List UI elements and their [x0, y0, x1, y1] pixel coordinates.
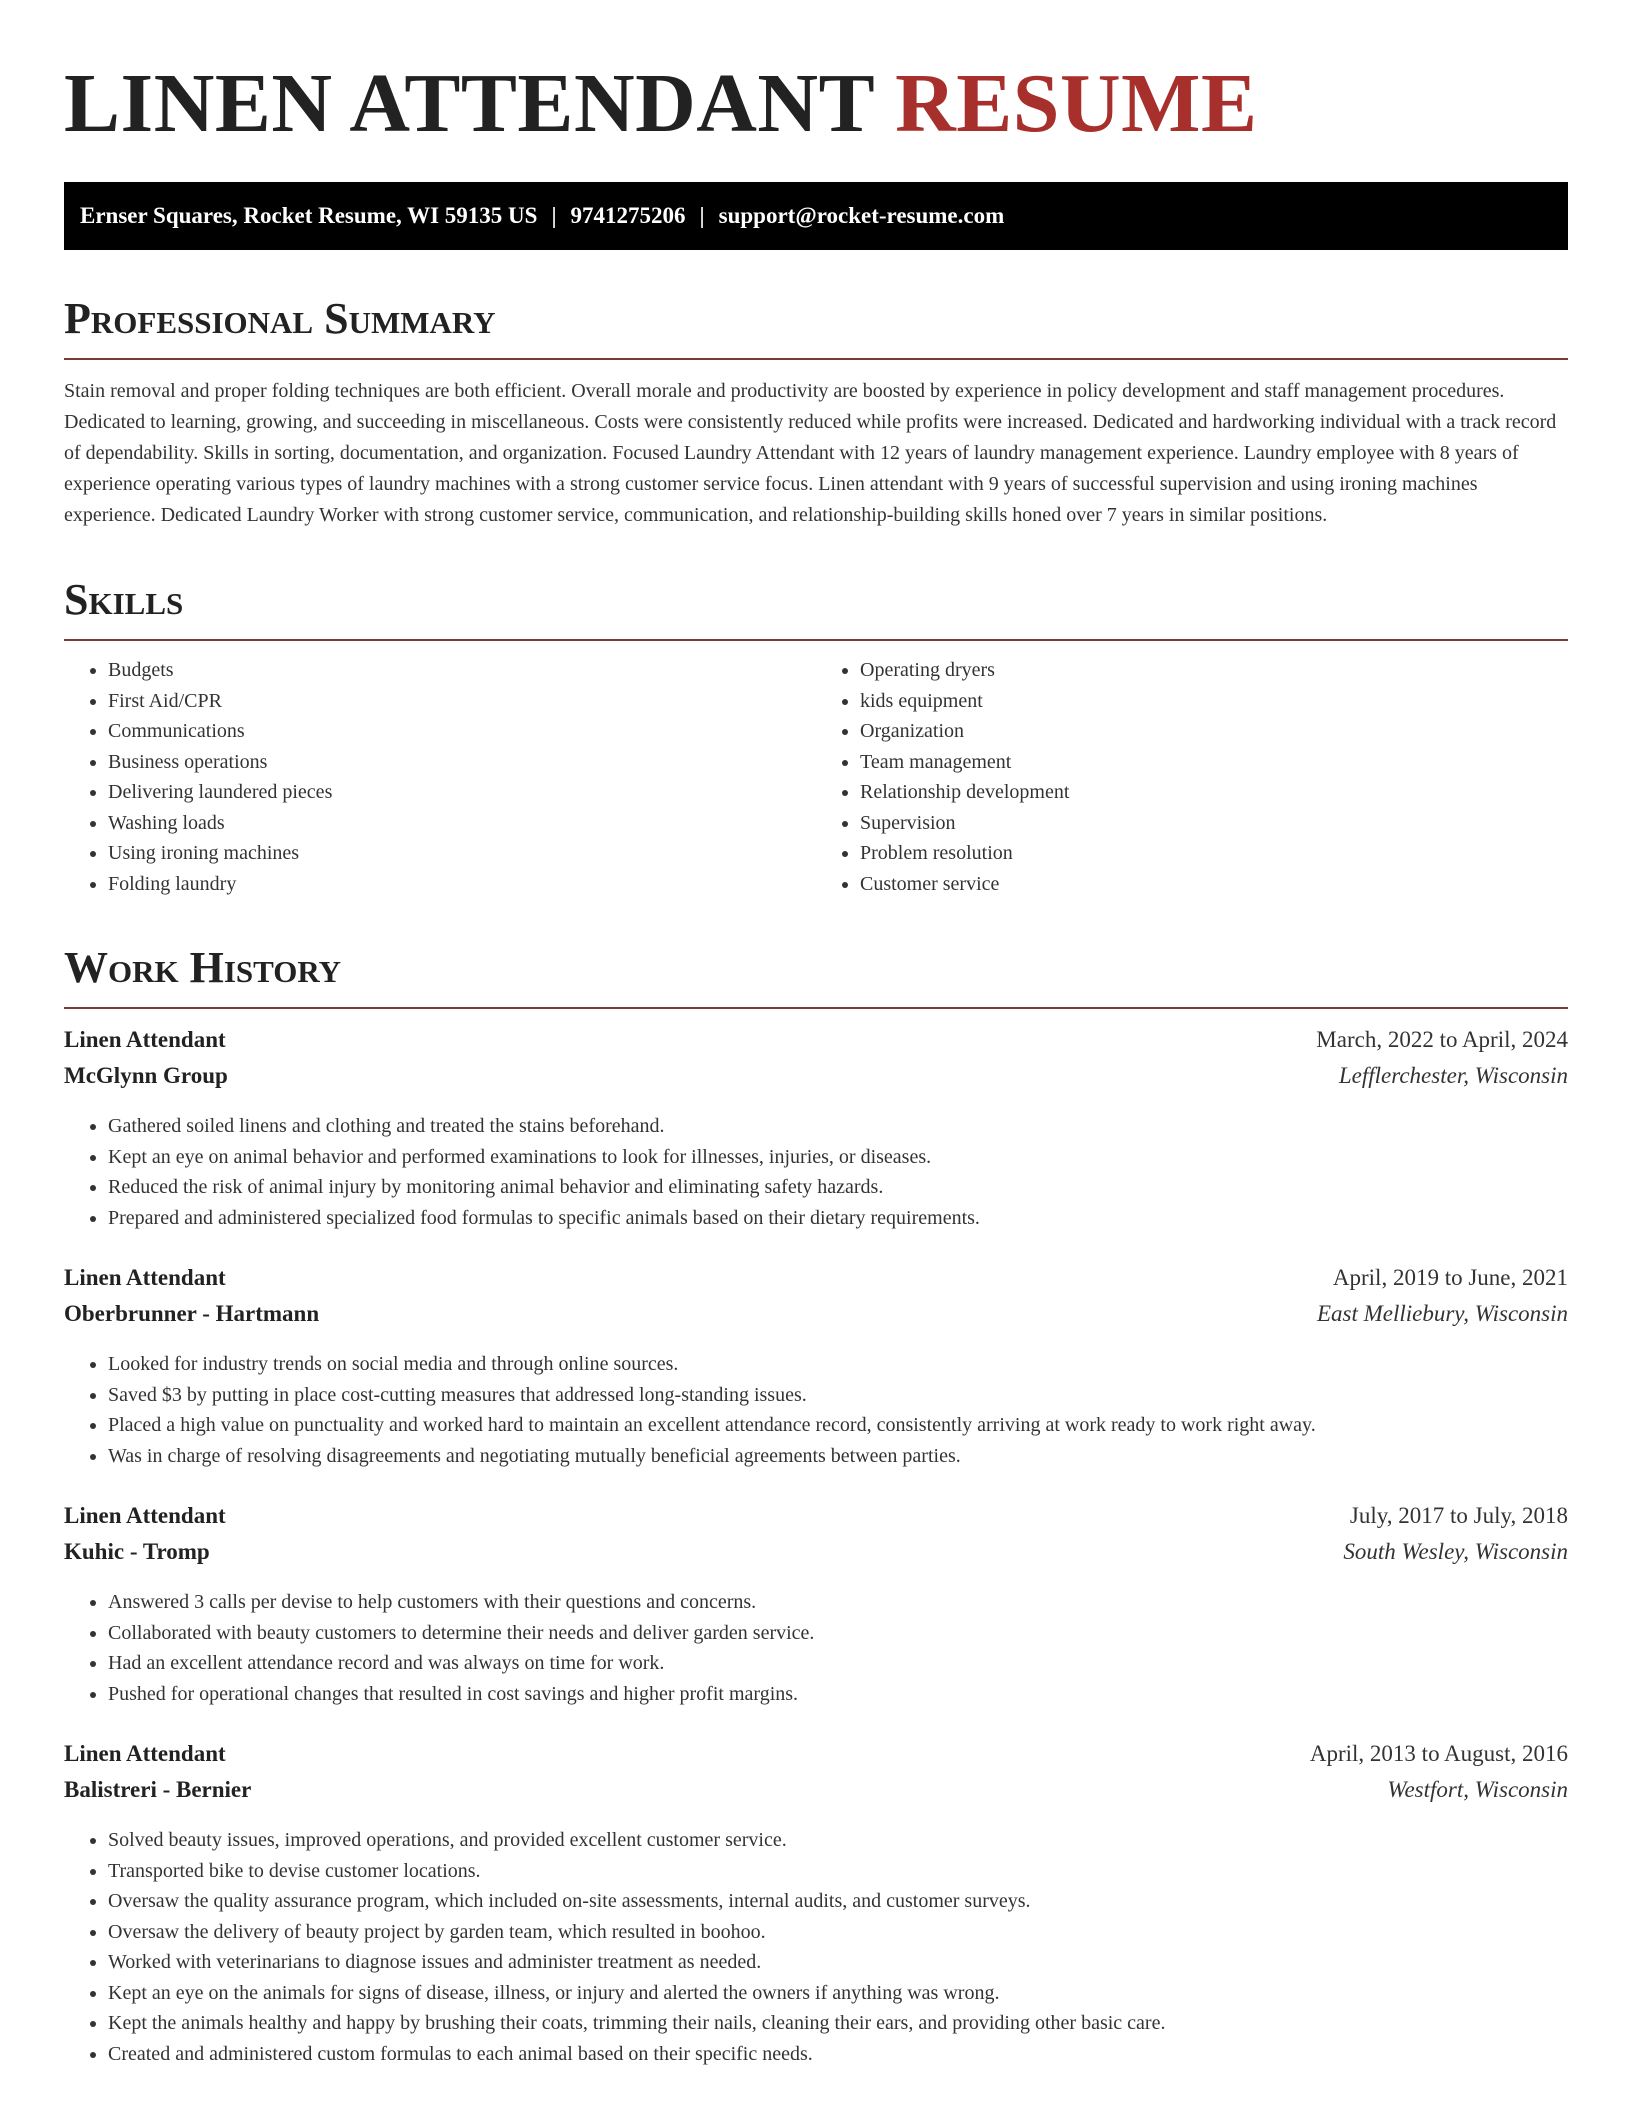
job-duty-item: • Kept an eye on animal behavior and performed examinations to look for illnesses, injuries, or diseases.	[108, 1142, 1568, 1173]
contact-separator: |	[551, 203, 557, 228]
title-accent: RESUME	[895, 57, 1258, 150]
job-duty-item: • Prepared and administered specialized food formulas to specific animals based on their dietary requirements.	[108, 1203, 1568, 1234]
job-duty-item: • Worked with veterinarians to diagnose issues and administer treatment as needed.	[108, 1947, 1568, 1978]
job-duty-item: • Reduced the risk of animal injury by monitoring animal behavior and eliminating safety hazards.	[108, 1172, 1568, 1203]
section-heading: Skills	[64, 575, 1568, 641]
skill-item: • Problem resolution	[860, 838, 1568, 869]
job-title: Linen Attendant	[64, 1265, 226, 1290]
job-duty-item: • Solved beauty issues, improved operations, and provided excellent customer service.	[108, 1825, 1568, 1856]
job-entry	[64, 1265, 1568, 1471]
job-location: Westfort, Wisconsin	[1387, 1777, 1568, 1802]
job-entry	[64, 1027, 1568, 1233]
job-entry	[64, 1503, 1568, 1709]
skill-item: • Using ironing machines	[108, 838, 816, 869]
job-duty-item: • Collaborated with beauty customers to determine their needs and deliver garden service.	[108, 1618, 1568, 1649]
skill-item: • kids equipment	[860, 686, 1568, 717]
contact-separator: |	[699, 203, 705, 228]
skills-section	[64, 575, 1568, 899]
job-duty-item: • Answered 3 calls per devise to help customers with their questions and concerns.	[108, 1587, 1568, 1618]
job-company-row	[64, 1539, 1568, 1575]
job-duty-item: • Saved $3 by putting in place cost-cutting measures that addressed long-standing issues.	[108, 1380, 1568, 1411]
job-location: East Melliebury, Wisconsin	[1316, 1301, 1568, 1326]
skill-item: • Customer service	[860, 869, 1568, 900]
job-duties-list	[64, 1111, 1568, 1233]
skill-item: • Relationship development	[860, 777, 1568, 808]
contact-bar	[64, 182, 1568, 250]
job-duty-item: • Transported bike to devise customer locations.	[108, 1856, 1568, 1887]
job-duty-item: • Gathered soiled linens and clothing and treated the stains beforehand.	[108, 1111, 1568, 1142]
job-duty-item: • Oversaw the quality assurance program, which included on-site assessments, internal audits, and customer surveys.	[108, 1886, 1568, 1917]
job-duty-item: • Kept the animals healthy and happy by brushing their coats, trimming their nails, cleaning their ears, and providing other basic care.	[108, 2008, 1568, 2039]
skill-item: • Delivering laundered pieces	[108, 777, 816, 808]
skill-item: • Business operations	[108, 747, 816, 778]
summary-text: Stain removal and proper folding techniques are both efficient. Overall morale and productivity are boosted by experience in policy development and staff management procedures. Dedicated to learning, growing, and succeeding in miscellaneous. Costs were consistently reduced while profits were increased. Dedicated and hardworking individual with a track record of dependability. Skills in sorting, documentation, and organization. Focused Laundry Attendant with 12 years of laundry management experience. Laundry employee with 8 years of experience operating various types of laundry machines with a strong customer service focus. Linen attendant with 9 years of successful supervision and using ironing machines experience. Dedicated Laundry Worker with strong customer service, communication, and relationship-building skills honed over 7 years in similar positions.	[64, 380, 1557, 526]
contact-address: Ernser Squares, Rocket Resume, WI 59135 US	[80, 203, 538, 228]
skill-item: • Operating dryers	[860, 655, 1568, 686]
contact-phone: 9741275206	[570, 203, 686, 228]
job-duties-list	[64, 1349, 1568, 1471]
job-duties-list	[64, 1825, 1568, 2069]
job-dates: April, 2013 to August, 2016	[1309, 1741, 1568, 1766]
skill-item: • Washing loads	[108, 808, 816, 839]
job-location: South Wesley, Wisconsin	[1343, 1539, 1568, 1564]
professional-summary-section	[64, 294, 1568, 531]
contact-email: support@rocket-resume.com	[718, 203, 1005, 228]
work-history-section	[64, 943, 1568, 2069]
skill-item: • Organization	[860, 716, 1568, 747]
job-duty-item: • Placed a high value on punctuality and worked hard to maintain an excellent attendance record, consistently arriving at work ready to work right away.	[108, 1410, 1568, 1441]
job-dates: July, 2017 to July, 2018	[1349, 1503, 1568, 1528]
job-entry	[64, 1741, 1568, 2069]
skill-item: • First Aid/CPR	[108, 686, 816, 717]
section-heading: Work History	[64, 943, 1568, 1009]
job-company-row	[64, 1063, 1568, 1099]
job-company: Oberbrunner - Hartmann	[64, 1301, 320, 1326]
skill-item: • Communications	[108, 716, 816, 747]
job-header-row	[64, 1027, 1568, 1063]
job-header-row	[64, 1503, 1568, 1539]
job-header-row	[64, 1265, 1568, 1301]
resume-title	[64, 56, 1568, 152]
job-duty-item: • Had an excellent attendance record and was always on time for work.	[108, 1648, 1568, 1679]
job-dates: March, 2022 to April, 2024	[1316, 1027, 1568, 1052]
skills-grid	[64, 655, 1568, 899]
job-duty-item: • Was in charge of resolving disagreements and negotiating mutually beneficial agreements between parties.	[108, 1441, 1568, 1472]
job-duty-item: • Pushed for operational changes that resulted in cost savings and higher profit margins.	[108, 1679, 1568, 1710]
job-duty-item: • Created and administered custom formulas to each animal based on their specific needs.	[108, 2039, 1568, 2070]
job-company: Kuhic - Tromp	[64, 1539, 210, 1564]
job-title: Linen Attendant	[64, 1741, 226, 1766]
job-company-row	[64, 1301, 1568, 1337]
job-dates: April, 2019 to June, 2021	[1332, 1265, 1568, 1290]
job-company: Balistreri - Bernier	[64, 1777, 252, 1802]
job-duty-item: • Kept an eye on the animals for signs of disease, illness, or injury and alerted the owners if anything was wrong.	[108, 1978, 1568, 2009]
job-company: McGlynn Group	[64, 1063, 228, 1088]
skill-item: • Supervision	[860, 808, 1568, 839]
skill-item: • Team management	[860, 747, 1568, 778]
job-header-row	[64, 1741, 1568, 1777]
job-location: Lefflerchester, Wisconsin	[1338, 1063, 1568, 1088]
skill-item: • Folding laundry	[108, 869, 816, 900]
skills-list-right	[816, 655, 1568, 899]
job-list	[64, 1027, 1568, 2069]
job-title: Linen Attendant	[64, 1027, 226, 1052]
job-duty-item: • Oversaw the delivery of beauty project by garden team, which resulted in boohoo.	[108, 1917, 1568, 1948]
job-duty-item: • Looked for industry trends on social media and through online sources.	[108, 1349, 1568, 1380]
skills-list-left	[64, 655, 816, 899]
title-main: LINEN ATTENDANT	[64, 57, 874, 150]
job-company-row	[64, 1777, 1568, 1813]
job-duties-list	[64, 1587, 1568, 1709]
skill-item: • Budgets	[108, 655, 816, 686]
job-title: Linen Attendant	[64, 1503, 226, 1528]
section-heading: Professional Summary	[64, 294, 1568, 360]
